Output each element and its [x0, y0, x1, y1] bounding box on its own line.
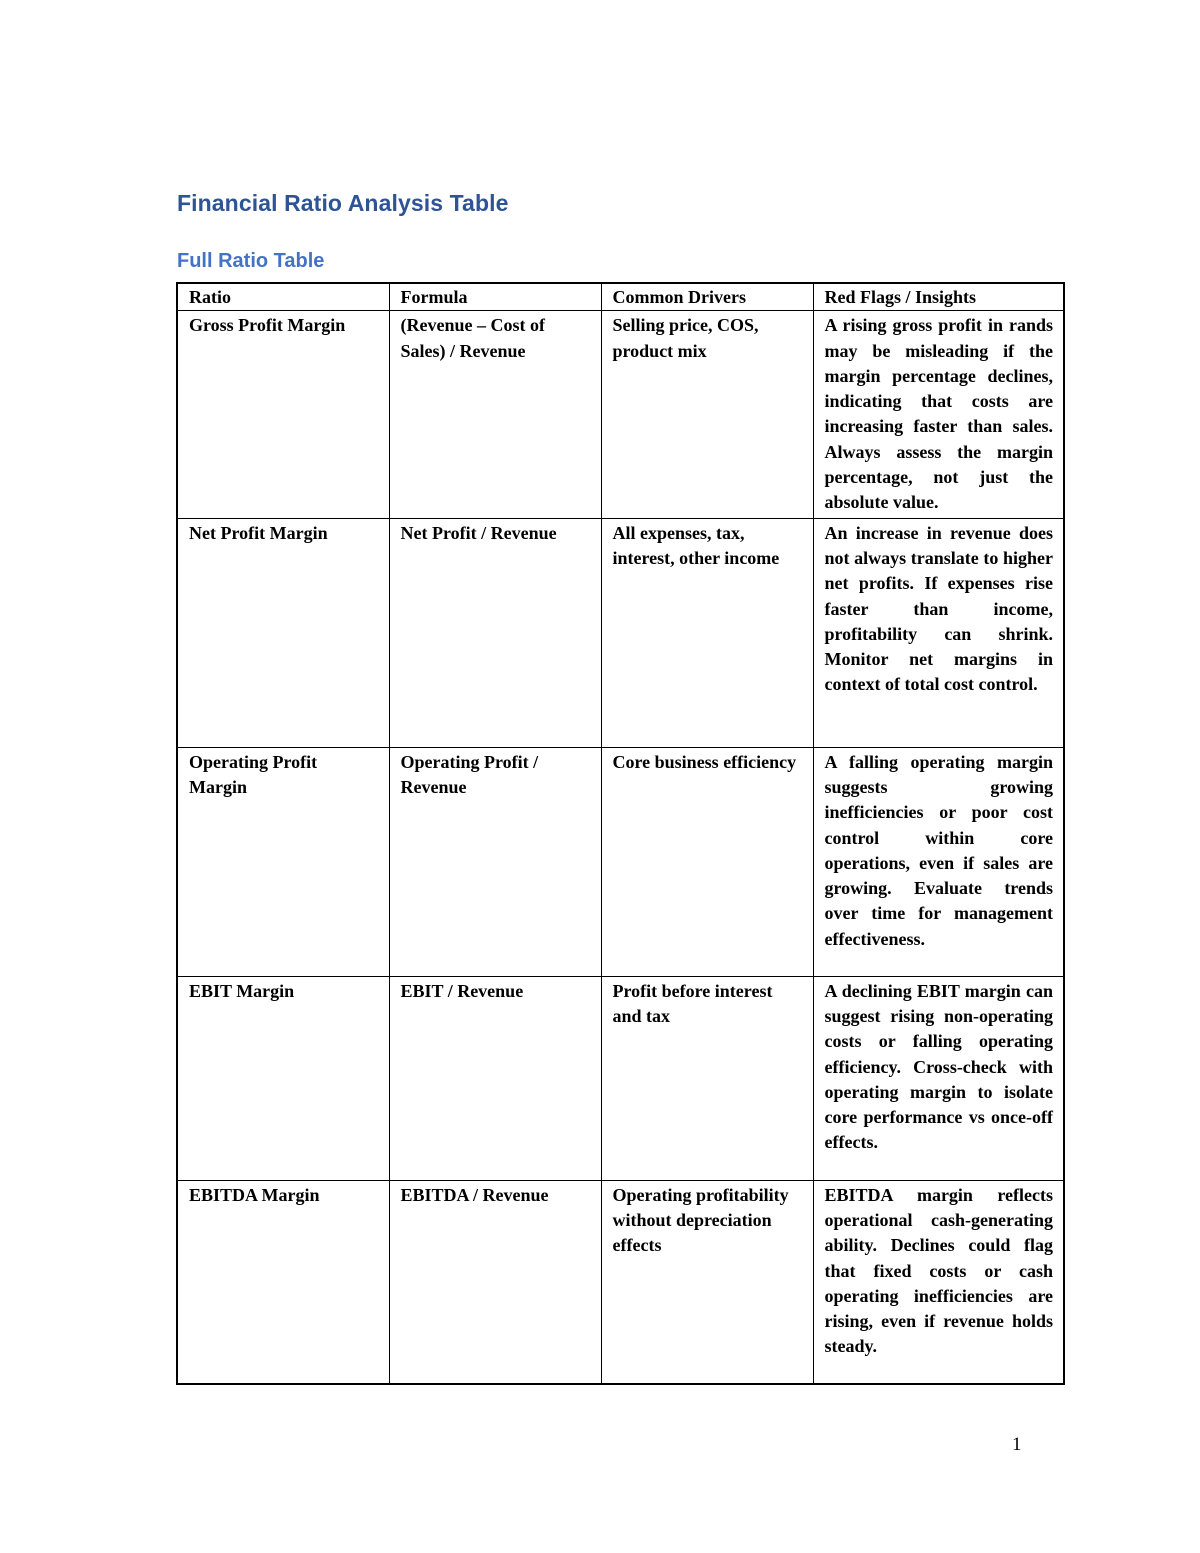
cell-insight: An increase in revenue does not always translate to higher net profits. If expenses rise faster than income, profitability can shrink. Monitor net margins in context of total cost control.	[813, 518, 1064, 747]
cell-drivers: Profit before interest and tax	[601, 976, 813, 1180]
cell-formula: (Revenue – Cost of Sales) / Revenue	[389, 311, 601, 518]
cell-drivers: All expenses, tax, interest, other income	[601, 518, 813, 747]
header-red-flags-insights: Red Flags / Insights	[813, 283, 1064, 311]
table-row	[177, 747, 1064, 976]
cell-ratio: Operating Profit Margin	[177, 747, 389, 976]
cell-insight: A falling operating margin suggests growing inefficiencies or poor cost control within core operations, even if sales are growing. Evaluate trends over time for management effectiveness.	[813, 747, 1064, 976]
cell-ratio: Gross Profit Margin	[177, 311, 389, 518]
cell-drivers: Operating profitability without depreciation effects	[601, 1180, 813, 1384]
cell-insight: EBITDA margin reflects operational cash-generating ability. Declines could flag that fixed costs or cash operating inefficiencies are rising, even if revenue holds steady.	[813, 1180, 1064, 1384]
header-formula: Formula	[389, 283, 601, 311]
table-row	[177, 518, 1064, 747]
cell-insight: A declining EBIT margin can suggest rising non-operating costs or falling operating efficiency. Cross-check with operating margin to isolate core performance vs once-off effects.	[813, 976, 1064, 1180]
header-ratio: Ratio	[177, 283, 389, 311]
cell-formula: EBIT / Revenue	[389, 976, 601, 1180]
header-common-drivers: Common Drivers	[601, 283, 813, 311]
cell-ratio: Net Profit Margin	[177, 518, 389, 747]
cell-formula: Net Profit / Revenue	[389, 518, 601, 747]
cell-insight: A rising gross profit in rands may be misleading if the margin percentage declines, indicating that costs are increasing faster than sales. Always assess the margin percentage, not just the absolute value.	[813, 311, 1064, 518]
table-row	[177, 311, 1064, 518]
cell-formula: Operating Profit / Revenue	[389, 747, 601, 976]
page-number: 1	[1012, 1434, 1022, 1455]
page-title: Financial Ratio Analysis Table	[177, 190, 509, 216]
table-row	[177, 976, 1064, 1180]
table-header-row	[177, 283, 1064, 311]
section-title: Full Ratio Table	[177, 250, 325, 272]
cell-ratio: EBITDA Margin	[177, 1180, 389, 1384]
cell-formula: EBITDA / Revenue	[389, 1180, 601, 1384]
cell-ratio: EBIT Margin	[177, 976, 389, 1180]
table-row	[177, 1180, 1064, 1384]
cell-drivers: Core business efficiency	[601, 747, 813, 976]
ratio-table	[176, 282, 1065, 1385]
cell-drivers: Selling price, COS, product mix	[601, 311, 813, 518]
